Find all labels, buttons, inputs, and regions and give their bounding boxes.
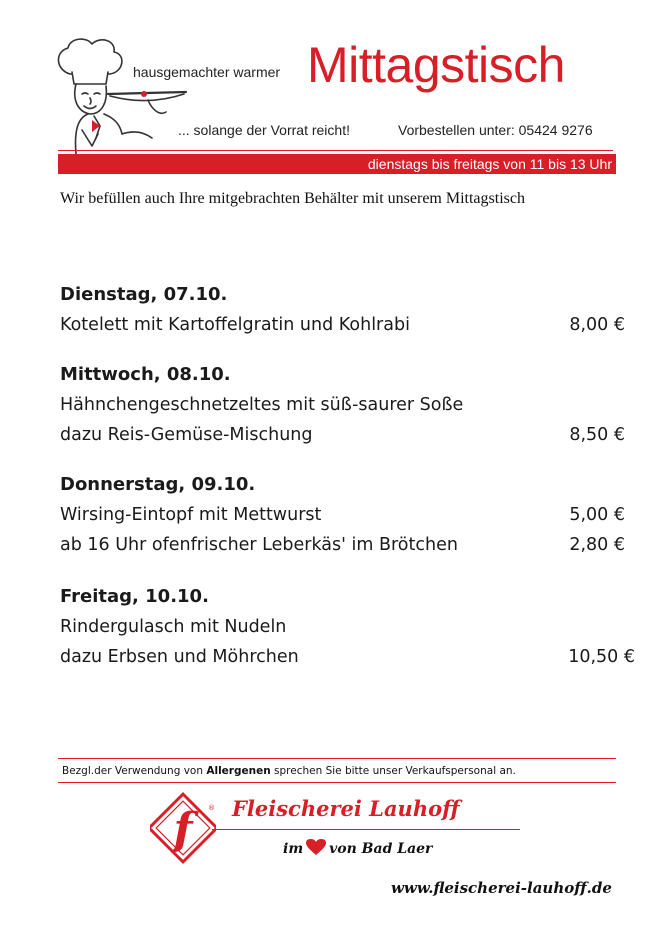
opening-hours: dienstags bis freitags von 11 bis 13 Uhr <box>367 156 612 172</box>
brand-underline <box>212 829 520 830</box>
dish-price: 10,50 € <box>568 647 635 667</box>
dish-name: Hähnchengeschnetzeltes mit süß-saurer Soße <box>60 395 464 415</box>
menu-day-tuesday <box>60 280 635 340</box>
chef-illustration <box>48 34 188 156</box>
allergen-note <box>62 765 516 777</box>
dish-row <box>60 310 635 340</box>
dish-row <box>60 530 635 560</box>
slogan-post: von Bad Laer <box>329 841 433 857</box>
page-title: Mittagstisch <box>307 37 565 93</box>
intro-text: Wir befüllen auch Ihre mitgebrachten Behälter mit unserem Mittagstisch <box>60 190 525 207</box>
menu-list <box>60 280 635 692</box>
day-title: Donnerstag, 09.10. <box>60 474 256 495</box>
dish-row <box>60 612 635 642</box>
header-subtitle: hausgemachter warmer <box>133 64 281 80</box>
order-phone-note: Vorbestellen unter: 05424 9276 <box>398 122 593 138</box>
dish-name: ab 16 Uhr ofenfrischer Leberkäs' im Brötchen <box>60 535 458 555</box>
dish-row <box>60 390 635 420</box>
slogan <box>283 838 432 857</box>
brand-name: Fleischerei Lauhoff <box>232 796 460 821</box>
allergen-note-pre: Bezgl.der Verwendung von <box>62 765 207 777</box>
stock-note: ... solange der Vorrat reicht! <box>178 122 350 138</box>
website-url: www.fleischerei-lauhoff.de <box>391 879 612 897</box>
allergen-note-bold: Allergenen <box>206 765 271 777</box>
menu-day-wednesday <box>60 360 635 450</box>
dish-price: 8,50 € <box>569 425 625 445</box>
dish-row <box>60 642 635 672</box>
dish-row <box>60 420 635 450</box>
dish-price: 2,80 € <box>569 535 625 555</box>
opening-hours-band <box>58 154 616 174</box>
dish-name: Kotelett mit Kartoffelgratin und Kohlrabi <box>60 315 410 335</box>
footer-divider-top <box>58 758 616 759</box>
day-title: Mittwoch, 08.10. <box>60 364 231 385</box>
allergen-note-post: sprechen Sie bitte unser Verkaufspersonal an. <box>270 765 516 777</box>
dish-name: Rindergulasch mit Nudeln <box>60 617 287 637</box>
dish-name: Wirsing-Eintopf mit Mettwurst <box>60 505 322 525</box>
heart-icon <box>305 838 327 856</box>
menu-day-friday <box>60 582 635 672</box>
day-title: Dienstag, 07.10. <box>60 284 228 305</box>
dish-name: dazu Reis-Gemüse-Mischung <box>60 425 313 445</box>
dish-price: 8,00 € <box>569 315 625 335</box>
slogan-pre: im <box>283 841 304 857</box>
day-title: Freitag, 10.10. <box>60 586 209 607</box>
dish-row <box>60 500 635 530</box>
header-divider <box>58 150 613 151</box>
menu-day-thursday <box>60 470 635 560</box>
footer-divider-bottom <box>58 782 616 783</box>
logo-letter: f <box>173 804 193 855</box>
fleischerei-lauhoff-logo <box>150 788 216 868</box>
logo-registered-mark: ® <box>208 804 215 812</box>
dish-name: dazu Erbsen und Möhrchen <box>60 647 299 667</box>
dish-price: 5,00 € <box>569 505 625 525</box>
